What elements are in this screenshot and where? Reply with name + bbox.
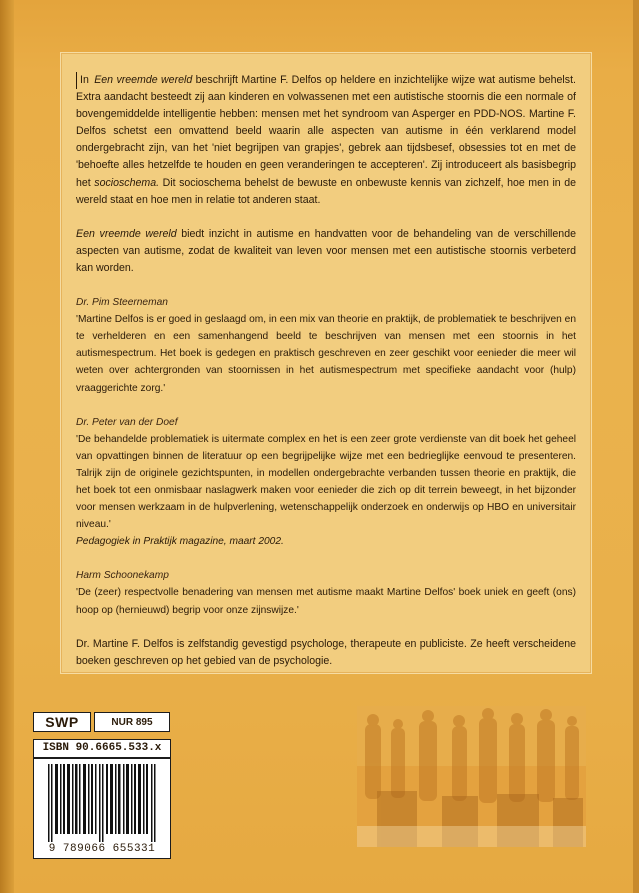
ean-number: 9 789066 655331 <box>48 843 156 855</box>
cover-edge-left <box>0 0 14 893</box>
review-source: Pedagogiek in Praktijk magazine, maart 2002. <box>76 536 284 548</box>
nur-code: NUR 895 <box>94 712 170 732</box>
barcode-icon <box>48 764 156 842</box>
review-author: Harm Schoonekamp <box>76 570 169 582</box>
cover-photo-strip <box>357 706 586 847</box>
review-quote: 'De behandelde problematiek is uitermate complex en het is een zeer grote verdienste van dit boek het geheel van opvattingen binnen de literatuur op een begrijpelijke wijze met een bedrieglijke eenvoud te presenteren. Talrijk zijn de originele gezichtspunten, in modellen ondergebrachte verbanden tussen theorie en praktijk, die het boek tot een onmisbaar naslagwerk maken voor eenieder die zich op dit terrein beweegt, in het bijzonder voor mensen werkzaam in de hulpverlening, wetenschappelijk onderzoek en onderwijs op HBO en universitair niveau.' <box>76 433 576 531</box>
back-cover-text <box>76 72 576 670</box>
socioschema-term: socioschema. <box>94 176 160 189</box>
book-title-2: Een vreemde wereld <box>76 227 177 240</box>
isbn-text: ISBN 90.6665.533.x <box>42 742 162 754</box>
review-quote: 'De (zeer) respectvolle benadering van mensen met autisme maakt Martine Delfos' boek uniek en geeft (ons) hoop op (hernieuwd) begrip voor onze zijnswijze.' <box>76 587 576 616</box>
publisher-logo: SWP <box>33 712 91 732</box>
barcode-box <box>33 739 171 859</box>
book-title: Een vreemde wereld <box>94 74 193 86</box>
author-bio: Dr. Martine F. Delfos is zelfstandig gevestigd psychologe, therapeute en publiciste. Ze heeft verscheidene boeken geschreven op het gebied van de psychologie. <box>76 637 576 667</box>
review-author: Dr. Peter van der Doef <box>76 416 178 428</box>
review-quote: 'Martine Delfos is er goed in geslaagd om, in een mix van theorie en praktijk, de problematiek te beschrijven en te verhelderen en een samenhangend beeld te beschrijven van mensen met een stoornis in het autismespectrum. Het boek is gedegen en praktisch geschreven en zeer geschikt voor eenieder die meer wil weten over achtergronden van stoornissen in het autismespectrum met specifieke aandacht voor (hulp) vraaggerichte zorg.' <box>76 314 576 394</box>
intro-paragraph: In Een vreemde wereld beschrijft Martine F. Delfos op heldere en inzichtelijke wijze wat autisme behelst. Extra aandacht besteedt zij aan kinderen en volwassenen met een autistische stoornis die een normale of bovengemiddelde intelligentie hebben: mensen met het syndroom van Asperger en PDD-NOS. Martine F. Delfos schetst een omvattend beeld waarin alle aspecten van autisme in één verklarend model ondergebracht zijn, van het 'niet begrijpen van grapjes', gebrek aan tijdsbesef, obsessies tot en met de 'behoefte alles hetzelfde te houden en geen veranderingen te accepteren'. Zij introduceert als basisbegrip het socioschema. Dit socioschema behelst de bewuste en onbewuste kennis van zichzelf, hoe men in de wereld staat en hoe men in relatie tot anderen staat. <box>76 74 577 206</box>
cover-edge-right <box>633 0 639 893</box>
dropcap: In <box>76 72 89 89</box>
review-author: Dr. Pim Steerneman <box>76 297 168 309</box>
second-paragraph: Een vreemde wereld biedt inzicht in autisme en handvatten voor de behandeling van de verschillende aspecten van autisme, zodat de kwaliteit van leven voor mensen met een autistische stoornis verbeterd kan worden. <box>76 227 576 274</box>
